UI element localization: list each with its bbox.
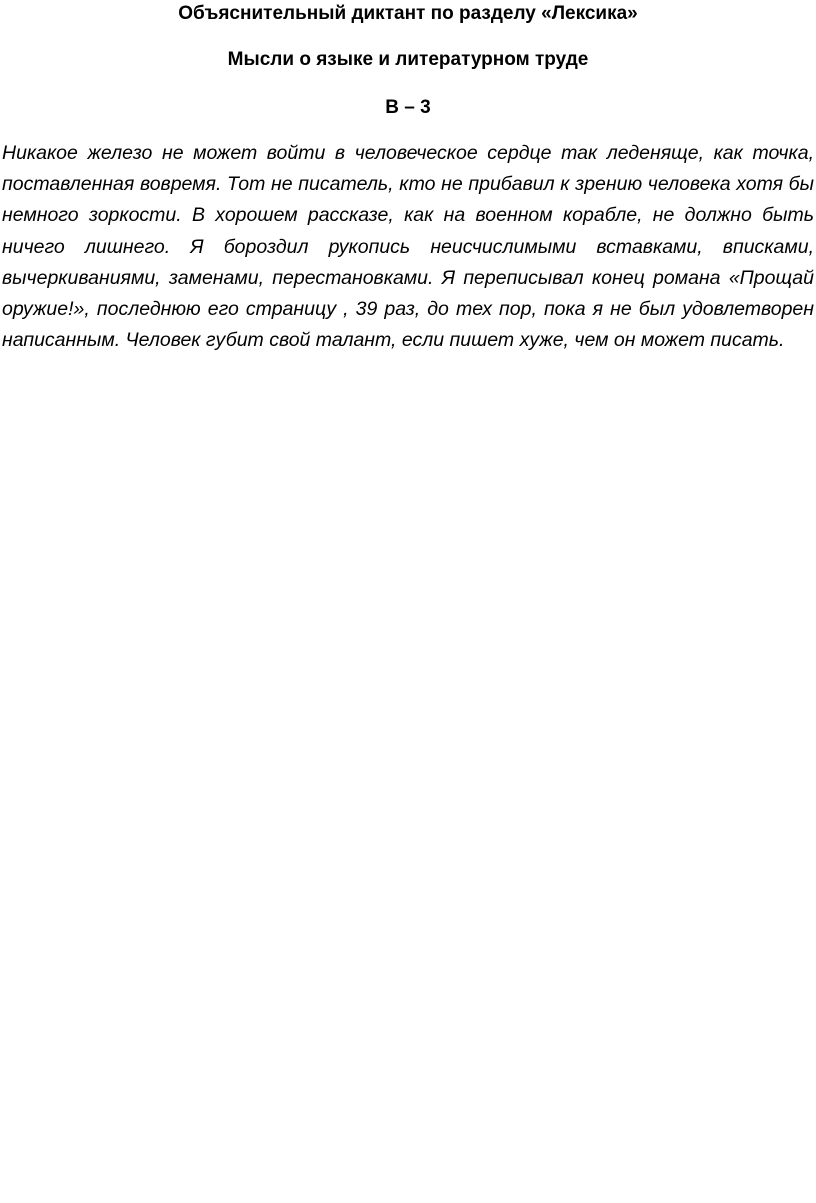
variant-label: В – 3 [385,97,431,118]
document-title: Объяснительный диктант по разделу «Лексика» [178,3,638,24]
dictation-text: Никакое железо не может войти в человеческое сердце так леденяще, как точка, поставленная вовремя. Тот не писатель, кто не прибавил к зрению человека хотя бы немного зоркости. В хорошем рассказе, как на военном корабле, не должно быть ничего лишнего. Я бороздил рукопись неисчислимыми вставками, вписками, вычеркиваниями, заменами, перестановками. Я переписывал конец романа «Прощай оружие!», последнюю его страницу , 39 раз, до тех пор, пока я не был удовлетворен написанным. Человек губит свой талант, если пишет хуже, чем он может писать. [2,142,814,352]
document-subtitle: Мысли о языке и литературном труде [227,49,589,70]
